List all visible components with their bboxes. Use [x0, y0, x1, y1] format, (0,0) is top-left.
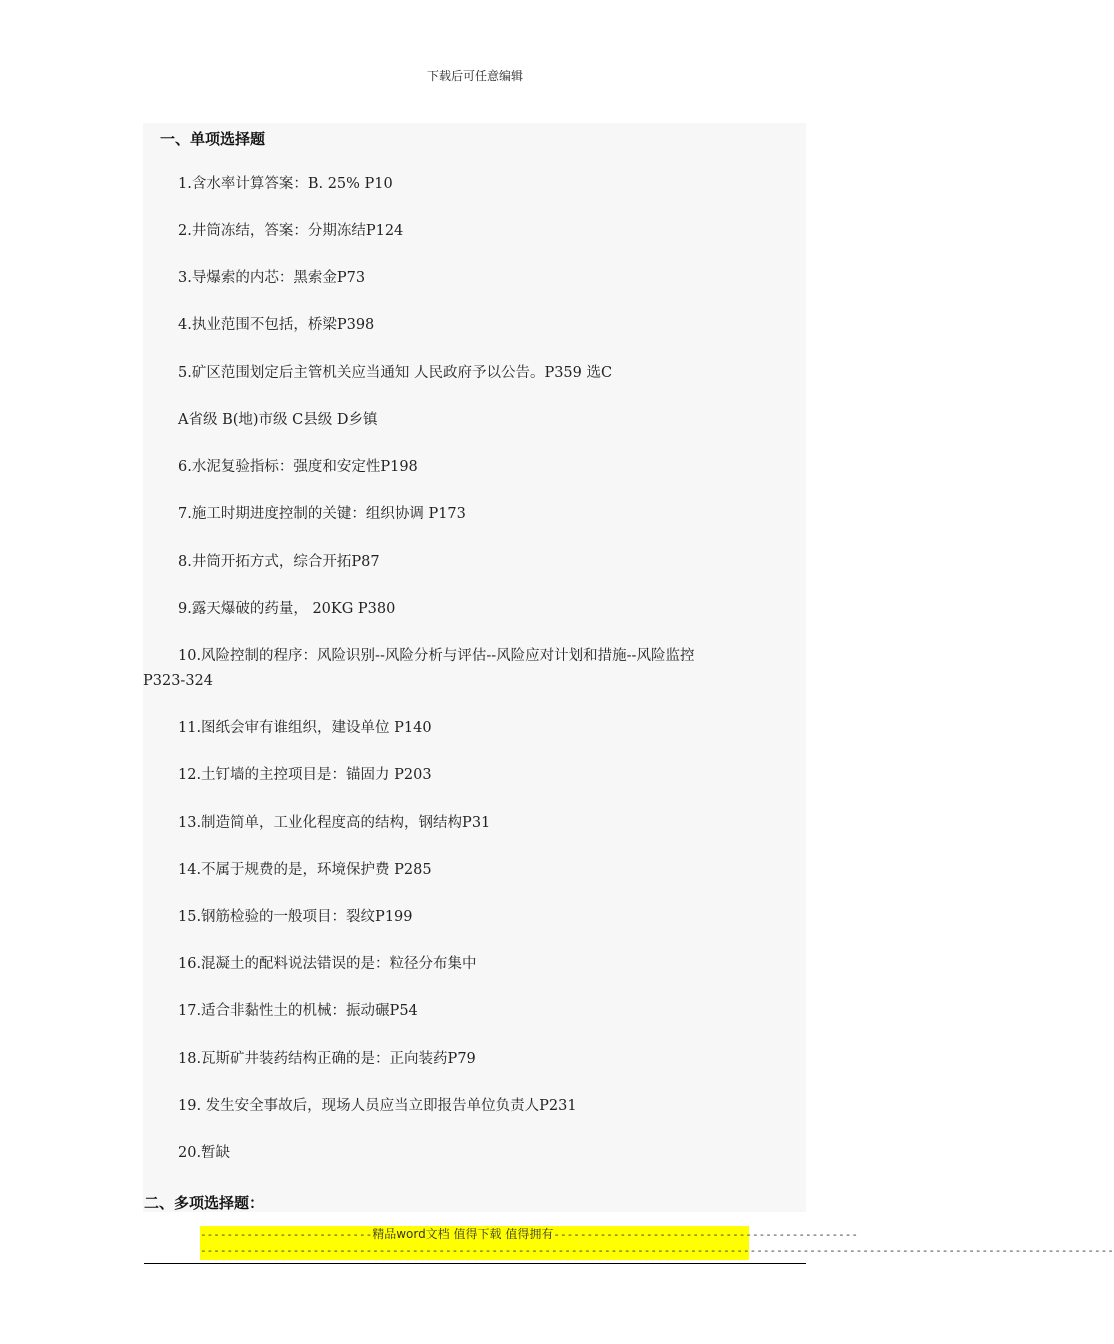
list-item: 1.含水率计算答案：B. 25% P10 — [178, 176, 393, 192]
list-item: 20.暂缺 — [178, 1145, 231, 1161]
section-title-multiple-choice: 二、多项选择题： — [144, 1194, 265, 1212]
list-item: 5.矿区范围划定后主管机关应当通知 人民政府予以公告。P359 选C — [178, 365, 613, 381]
bottom-divider — [144, 1263, 806, 1264]
list-item: 15.钢筋检验的一般项目：裂纹P199 — [178, 909, 413, 925]
list-item: 2.井筒冻结，答案：分期冻结P124 — [178, 223, 404, 239]
list-item: 13.制造简单，工业化程度高的结构，钢结构P31 — [178, 815, 491, 831]
list-item: 14.不属于规费的是，环境保护费 P285 — [178, 862, 432, 878]
list-item-options: A省级 B(地)市级 C县级 D乡镇 — [178, 412, 378, 428]
footer-banner-line-1 — [200, 1226, 858, 1243]
list-item: 18.瓦斯矿井装药结构正确的是：正向装药P79 — [178, 1051, 476, 1067]
footer-dashes-right: ---------------------------------------------- — [553, 1228, 858, 1241]
header-note: 下载后可任意编辑 — [426, 69, 523, 83]
footer-banner-text: 精品word文档 值得下载 值得拥有 — [372, 1227, 554, 1241]
footer-banner-line-2: ------------------------------------------------------------------------------------------------------------------------------------------ — [200, 1244, 1114, 1257]
footer-banner — [200, 1226, 1114, 1260]
list-item: 9.露天爆破的药量， 20KG P380 — [178, 601, 396, 617]
list-item: 4.执业范围不包括，桥梁P398 — [178, 317, 375, 333]
list-item: 7.施工时期进度控制的关键：组织协调 P173 — [178, 506, 466, 522]
footer-dashes-left: -------------------------- — [200, 1228, 373, 1241]
list-item: 19. 发生安全事故后，现场人员应当立即报告单位负责人P231 — [178, 1098, 577, 1114]
list-item: 10.风险控制的程序：风险识别--风险分析与评估--风险应对计划和措施--风险监控 — [178, 648, 695, 664]
list-item: 16.混凝土的配料说法错误的是：粒径分布集中 — [178, 956, 477, 972]
section-title-single-choice: 一、单项选择题 — [160, 130, 266, 148]
list-item: 12.土钉墙的主控项目是：锚固力 P203 — [178, 767, 432, 783]
list-item: 11.图纸会审有谁组织，建设单位 P140 — [178, 720, 432, 736]
list-item-continuation: P323-324 — [143, 673, 214, 689]
list-item: 8.井筒开拓方式，综合开拓P87 — [178, 554, 380, 570]
list-item: 17.适合非黏性土的机械：振动碾P54 — [178, 1003, 418, 1019]
list-item: 6.水泥复验指标：强度和安定性P198 — [178, 459, 418, 475]
list-item: 3.导爆索的内芯：黑索金P73 — [178, 270, 366, 286]
